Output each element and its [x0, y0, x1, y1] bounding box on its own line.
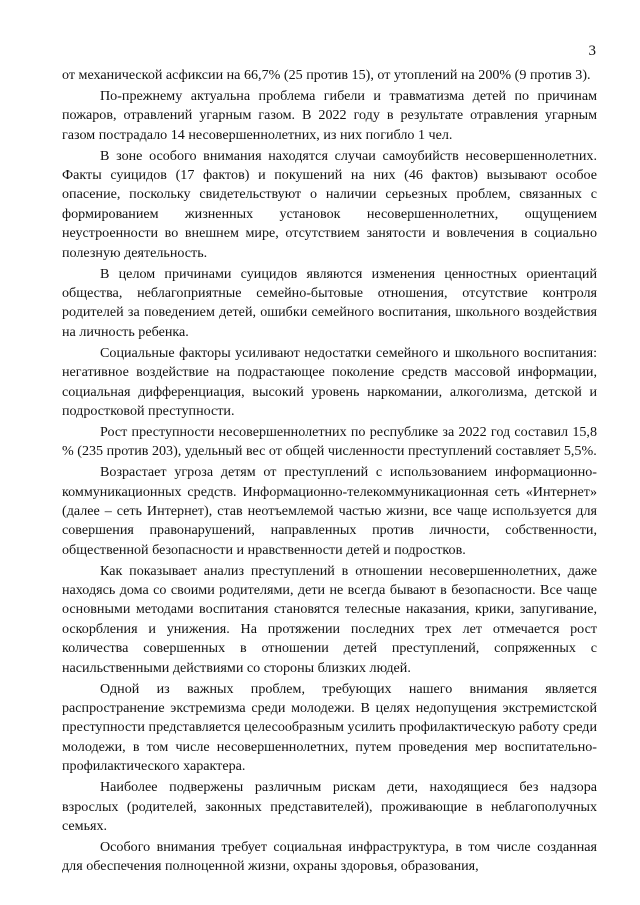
- paragraph-asphyxia-drowning: от механической асфиксии на 66,7% (25 против 15), от утоплений на 200% (9 против 3).: [62, 67, 591, 83]
- paragraph-extremism: Одной из важных проблем, требующих нашего внимания является распространение экстремизма среди молодежи. В целях недопущения экстремистской преступности представляется целесообразным усилить профилактическую работу среди молодежи, в том числе несовершеннолетних, путем проведения мер воспитательно-профилактического характера.: [62, 680, 597, 775]
- paragraph-domestic-violence: Как показывает анализ преступлений в отношении несовершеннолетних, даже находясь дома со своими родителями, дети не всегда бывают в безопасности. Все чаще основными методами воспитания становятся телесные наказания, крики, запугивание, оскорбления и унижения. На протяжении последних трех лет отмечается рост количества совершенных в отношении детей преступлений, сопряженных с насильственными действиями со стороны близких людей.: [62, 562, 597, 676]
- paragraph-suicides: В зоне особого внимания находятся случаи самоубийств несовершеннолетних. Факты суицидов (17 фактов) и покушений на них (46 фактов) вызывают особое опасение, поскольку свидетельствуют о наличии серьезных проблем, связанных с формированием жизненных установок несовершеннолетних, ощущением неустроенности во внешнем мире, отсутствием занятости и вовлечения в социально полезную деятельность.: [62, 147, 597, 261]
- paragraph-suicide-causes: В целом причинами суицидов являются изменения ценностных ориентаций общества, неблагоприятные семейно-бытовые отношения, отсутствие контроля родителей за поведением детей, ошибки семейного воспитания, школьного воздействия на личность ребенка.: [62, 265, 597, 340]
- paragraph-risk-groups: Наиболее подвержены различным рискам дети, находящиеся без надзора взрослых (родителей, законных представителей), проживающие в неблагополучных семьях.: [62, 779, 597, 834]
- document-body: [62, 66, 597, 878]
- paragraph-fires-poisoning: По-прежнему актуальна проблема гибели и травматизма детей по причинам пожаров, отравлений угарным газом. В 2022 году в результате отравления угарным газом пострадало 14 несовершеннолетних, из них погибло 1 чел.: [62, 87, 597, 143]
- page-number: 3: [588, 43, 596, 59]
- paragraph-social-infrastructure: Особого внимания требует социальная инфраструктура, в том числе созданная для обеспечения полноценной жизни, охраны здоровья, образования,: [62, 838, 597, 875]
- paragraph-crime-growth: Рост преступности несовершеннолетних по республике за 2022 год составил 15,8 % (235 против 203), удельный вес от общей численности преступлений составляет 5,5%.: [62, 423, 597, 460]
- paragraph-internet-threats: Возрастает угроза детям от преступлений с использованием информационно-коммуникационных средств. Информационно-телекоммуникационная сеть «Интернет» (далее – сеть Интернет), став неотъемлемой частью жизни, все чаще используется для совершения правонарушений, направленных против личности, собственности, общественной безопасности и нравственности детей и подростков.: [62, 464, 597, 558]
- paragraph-social-factors: Социальные факторы усиливают недостатки семейного и школьного воспитания: негативное воздействие на подрастающее поколение средств массовой информации, социальная дифференциация, высокий уровень наркомании, алкоголизма, детской и подростковой преступности.: [62, 344, 597, 419]
